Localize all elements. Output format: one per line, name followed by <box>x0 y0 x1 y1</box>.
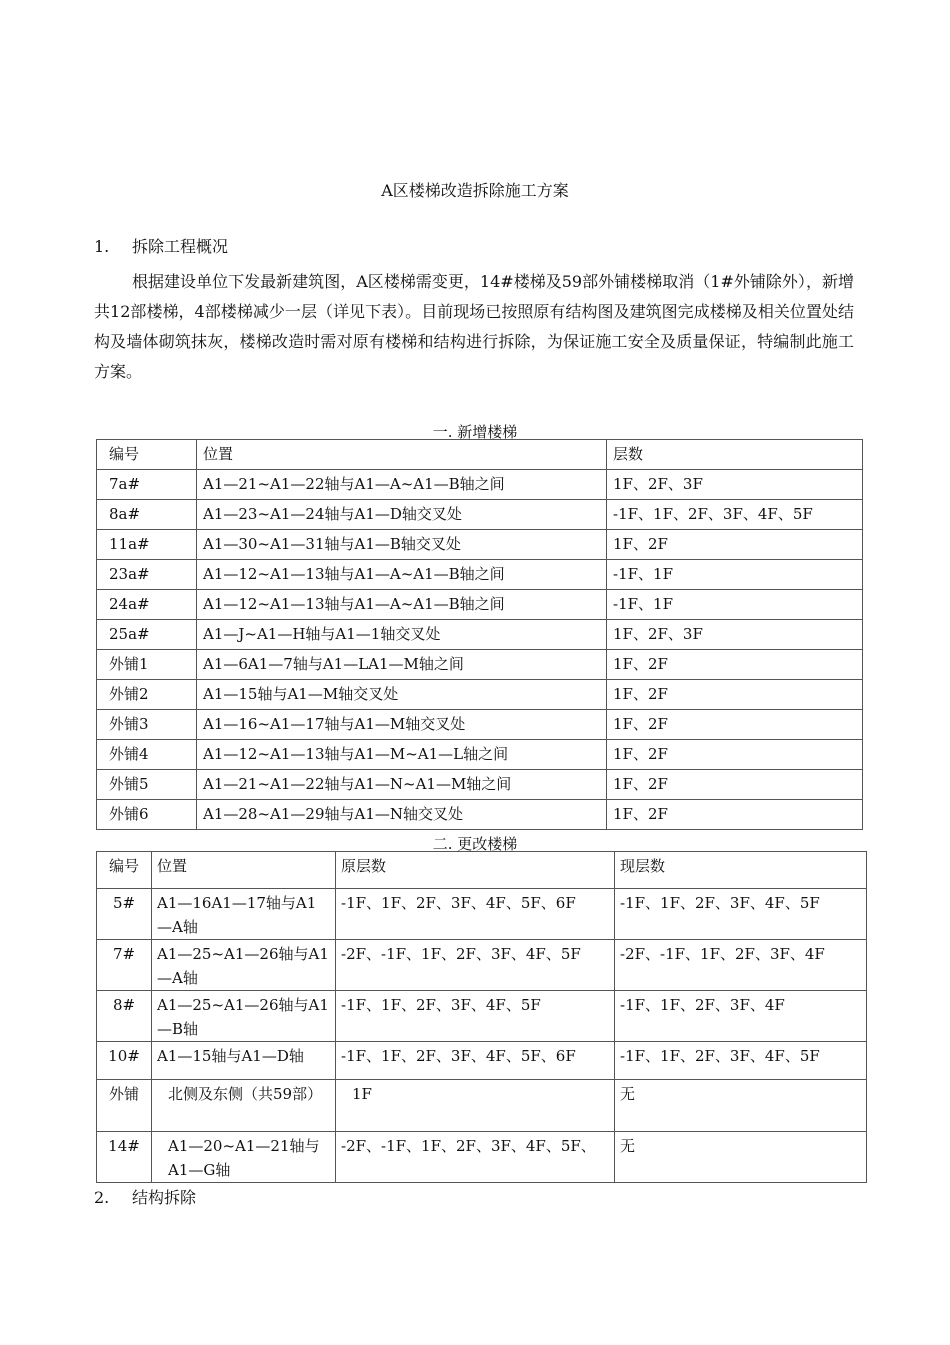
section-title: 拆除工程概况 <box>132 237 229 256</box>
cell-current-floors: 无 <box>615 1132 867 1183</box>
cell-id: 24a# <box>97 590 197 620</box>
table-row <box>97 680 863 710</box>
header-cell: 编号 <box>97 440 197 470</box>
cell-id: 11a# <box>97 530 197 560</box>
cell-id: 25a# <box>97 620 197 650</box>
table2-caption: 二. 更改楼梯 <box>432 835 518 853</box>
cell-id: 外铺1 <box>97 650 197 680</box>
header-cell: 层数 <box>607 440 863 470</box>
table-row <box>97 1042 867 1080</box>
table-row <box>97 560 863 590</box>
cell-location: A1—16~A1—17轴与A1—M轴交叉处 <box>197 710 607 740</box>
cell-location: A1—25~A1—26轴与A1—B轴 <box>152 991 336 1042</box>
section-number: 2. <box>94 1188 110 1207</box>
cell-location: A1—21~A1—22轴与A1—A~A1—B轴之间 <box>197 470 607 500</box>
cell-id: 外铺2 <box>97 680 197 710</box>
cell-location: A1—12~A1—13轴与A1—A~A1—B轴之间 <box>197 590 607 620</box>
header-cell: 编号 <box>97 852 152 889</box>
table-row <box>97 470 863 500</box>
cell-current-floors: -1F、1F、2F、3F、4F、5F <box>615 1042 867 1080</box>
cell-original-floors: -1F、1F、2F、3F、4F、5F、6F <box>336 889 615 940</box>
table-row <box>97 590 863 620</box>
changed-stairs-table <box>96 851 867 1183</box>
table-row <box>97 620 863 650</box>
cell-id: 10# <box>97 1042 152 1080</box>
cell-original-floors: -2F、-1F、1F、2F、3F、4F、5F、 <box>336 1132 615 1183</box>
cell-location: A1—30~A1—31轴与A1—B轴交叉处 <box>197 530 607 560</box>
cell-location: A1—20~A1—21轴与A1—G轴 <box>152 1132 336 1183</box>
cell-floors: -1F、1F <box>607 560 863 590</box>
cell-location: A1—21~A1—22轴与A1—N~A1—M轴之间 <box>197 770 607 800</box>
cell-original-floors: -2F、-1F、1F、2F、3F、4F、5F <box>336 940 615 991</box>
table-row <box>97 530 863 560</box>
cell-floors: 1F、2F <box>607 530 863 560</box>
cell-id: 14# <box>97 1132 152 1183</box>
section-number: 1. <box>94 237 110 256</box>
cell-location: A1—28~A1—29轴与A1—N轴交叉处 <box>197 800 607 830</box>
cell-location: A1—25~A1—26轴与A1—A轴 <box>152 940 336 991</box>
header-cell: 位置 <box>197 440 607 470</box>
cell-id: 外铺4 <box>97 740 197 770</box>
cell-floors: 1F、2F <box>607 710 863 740</box>
cell-location: A1—6A1—7轴与A1—LA1—M轴之间 <box>197 650 607 680</box>
table-row <box>97 500 863 530</box>
table-row <box>97 991 867 1042</box>
cell-floors: 1F、2F <box>607 740 863 770</box>
table-row <box>97 770 863 800</box>
header-cell: 原层数 <box>336 852 615 889</box>
cell-current-floors: 无 <box>615 1080 867 1132</box>
cell-id: 外铺6 <box>97 800 197 830</box>
table-row <box>97 940 867 991</box>
cell-id: 7a# <box>97 470 197 500</box>
cell-location: A1—15轴与A1—D轴 <box>152 1042 336 1080</box>
cell-location: 北侧及东侧（共59部） <box>152 1080 336 1132</box>
cell-id: 外铺5 <box>97 770 197 800</box>
cell-location: A1—16A1—17轴与A1—A轴 <box>152 889 336 940</box>
cell-location: A1—23~A1—24轴与A1—D轴交叉处 <box>197 500 607 530</box>
section-title: 结构拆除 <box>132 1188 197 1207</box>
cell-original-floors: -1F、1F、2F、3F、4F、5F、6F <box>336 1042 615 1080</box>
overview-paragraph: 根据建设单位下发最新建筑图，A区楼梯需变更，14#楼梯及59部外铺楼梯取消（1#外铺除外），新增共12部楼梯，4部楼梯减少一层（详见下表）。目前现场已按照原有结构图及建筑图完成楼梯及相关位置处结构及墙体砌筑抹灰，楼梯改造时需对原有楼梯和结构进行拆除，为保证施工安全及质量保证，特编制此施工方案。 <box>94 272 854 381</box>
cell-floors: -1F、1F、2F、3F、4F、5F <box>607 500 863 530</box>
table1-caption: 一. 新增楼梯 <box>432 423 518 441</box>
cell-id: 23a# <box>97 560 197 590</box>
table-row <box>97 1080 867 1132</box>
cell-id: 8# <box>97 991 152 1042</box>
cell-floors: -1F、1F <box>607 590 863 620</box>
table-row <box>97 650 863 680</box>
cell-location: A1—15轴与A1—M轴交叉处 <box>197 680 607 710</box>
cell-floors: 1F、2F、3F <box>607 470 863 500</box>
section-heading-1 <box>94 234 228 257</box>
cell-id: 外铺 <box>97 1080 152 1132</box>
table-row <box>97 710 863 740</box>
cell-location: A1—J~A1—H轴与A1—1轴交叉处 <box>197 620 607 650</box>
table-row <box>97 889 867 940</box>
cell-floors: 1F、2F <box>607 770 863 800</box>
cell-location: A1—12~A1—13轴与A1—A~A1—B轴之间 <box>197 560 607 590</box>
table-row <box>97 800 863 830</box>
table-header-row <box>97 852 867 889</box>
cell-location: A1—12~A1—13轴与A1—M~A1—L轴之间 <box>197 740 607 770</box>
section-heading-2 <box>94 1185 196 1208</box>
cell-floors: 1F、2F、3F <box>607 620 863 650</box>
cell-original-floors: 1F <box>336 1080 615 1132</box>
cell-id: 外铺3 <box>97 710 197 740</box>
cell-id: 5# <box>97 889 152 940</box>
cell-current-floors: -1F、1F、2F、3F、4F、5F <box>615 889 867 940</box>
new-stairs-table <box>96 439 863 830</box>
cell-current-floors: -2F、-1F、1F、2F、3F、4F <box>615 940 867 991</box>
cell-id: 7# <box>97 940 152 991</box>
header-cell: 现层数 <box>615 852 867 889</box>
cell-id: 8a# <box>97 500 197 530</box>
document-title: A区楼梯改造拆除施工方案 <box>381 181 569 200</box>
cell-floors: 1F、2F <box>607 650 863 680</box>
table-row <box>97 740 863 770</box>
table-row <box>97 1132 867 1183</box>
header-cell: 位置 <box>152 852 336 889</box>
cell-original-floors: -1F、1F、2F、3F、4F、5F <box>336 991 615 1042</box>
cell-floors: 1F、2F <box>607 800 863 830</box>
cell-current-floors: -1F、1F、2F、3F、4F <box>615 991 867 1042</box>
cell-floors: 1F、2F <box>607 680 863 710</box>
table-header-row <box>97 440 863 470</box>
